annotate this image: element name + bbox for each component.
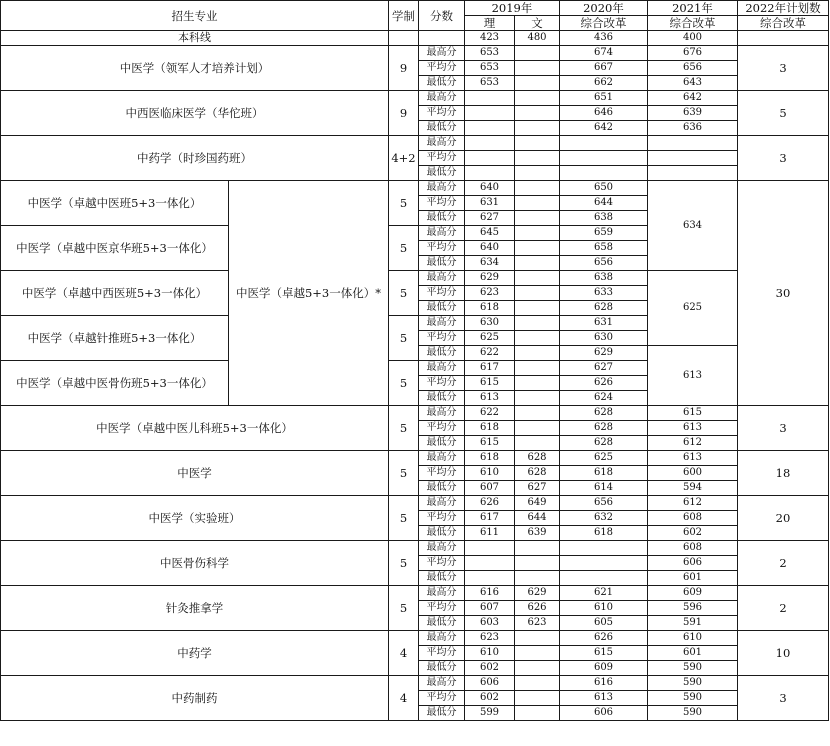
score-2019-sci: 613 <box>465 391 515 406</box>
merged-major-name: 中医学（卓越5+3一体化）* <box>229 181 389 406</box>
score-2019-arts <box>515 316 560 331</box>
score-type-label: 平均分 <box>419 106 465 121</box>
score-2020: 616 <box>560 676 648 691</box>
score-2020: 651 <box>560 91 648 106</box>
score-2019-arts <box>515 676 560 691</box>
score-2021: 606 <box>648 556 738 571</box>
table-row <box>1 136 829 151</box>
table-row <box>1 586 829 601</box>
score-2021 <box>648 151 738 166</box>
score-2020: 626 <box>560 376 648 391</box>
score-2021: 590 <box>648 676 738 691</box>
score-2019-sci: 615 <box>465 376 515 391</box>
score-2019-sci: 610 <box>465 466 515 481</box>
major-name: 中医学（卓越中医骨伤班5+3一体化） <box>1 361 229 406</box>
score-2019-arts <box>515 661 560 676</box>
score-type-label: 平均分 <box>419 241 465 256</box>
major-name: 中医学（卓越中西医班5+3一体化） <box>1 271 229 316</box>
baseline-empty <box>419 31 465 46</box>
header-2020: 2020年 <box>560 1 648 16</box>
plan-count: 3 <box>738 676 829 721</box>
table-row <box>1 181 829 196</box>
score-2021: 612 <box>648 496 738 511</box>
score-2019-sci: 599 <box>465 706 515 721</box>
score-2021: 596 <box>648 601 738 616</box>
score-2019-arts <box>515 646 560 661</box>
score-type-label: 最高分 <box>419 46 465 61</box>
score-2020: 605 <box>560 616 648 631</box>
major-name: 中医学（卓越中医儿科班5+3一体化） <box>1 406 389 451</box>
score-2019-sci <box>465 136 515 151</box>
score-2019-arts <box>515 301 560 316</box>
score-2021: 594 <box>648 481 738 496</box>
score-2019-arts: 626 <box>515 601 560 616</box>
score-2019-sci: 623 <box>465 286 515 301</box>
major-duration: 9 <box>389 46 419 91</box>
score-2021: 602 <box>648 526 738 541</box>
plan-count: 10 <box>738 631 829 676</box>
score-2021: 636 <box>648 121 738 136</box>
major-name: 中西医临床医学（华佗班） <box>1 91 389 136</box>
score-2019-arts <box>515 346 560 361</box>
header-plan-sub: 综合改革 <box>738 16 829 31</box>
score-2021: 642 <box>648 91 738 106</box>
score-2020: 628 <box>560 421 648 436</box>
major-duration: 4+2 <box>389 136 419 181</box>
score-2019-arts <box>515 106 560 121</box>
score-2020 <box>560 541 648 556</box>
major-name: 中医学（卓越中医京华班5+3一体化） <box>1 226 229 271</box>
score-2019-sci: 629 <box>465 271 515 286</box>
score-2019-sci: 618 <box>465 451 515 466</box>
header-duration: 学制 <box>389 1 419 31</box>
score-2021: 610 <box>648 631 738 646</box>
score-type-label: 平均分 <box>419 151 465 166</box>
score-type-label: 最高分 <box>419 181 465 196</box>
score-2019-arts <box>515 406 560 421</box>
score-2019-arts <box>515 271 560 286</box>
score-2020: 609 <box>560 661 648 676</box>
score-type-label: 最低分 <box>419 211 465 226</box>
score-2019-sci: 607 <box>465 481 515 496</box>
score-type-label: 最低分 <box>419 121 465 136</box>
score-2019-arts <box>515 706 560 721</box>
score-2020: 662 <box>560 76 648 91</box>
score-2020: 674 <box>560 46 648 61</box>
score-2019-sci: 617 <box>465 511 515 526</box>
score-2019-sci: 634 <box>465 256 515 271</box>
score-2019-arts <box>515 631 560 646</box>
score-2021: 656 <box>648 61 738 76</box>
plan-count: 18 <box>738 451 829 496</box>
score-2021: 608 <box>648 541 738 556</box>
score-type-label: 平均分 <box>419 511 465 526</box>
score-2020: 618 <box>560 466 648 481</box>
score-2019-arts <box>515 136 560 151</box>
score-2020 <box>560 151 648 166</box>
score-2019-arts <box>515 76 560 91</box>
table-row <box>1 406 829 421</box>
major-name: 中医学（卓越中医班5+3一体化） <box>1 181 229 226</box>
score-type-label: 最低分 <box>419 301 465 316</box>
score-2019-sci: 626 <box>465 496 515 511</box>
table-row <box>1 91 829 106</box>
score-2019-arts <box>515 361 560 376</box>
score-2020: 621 <box>560 586 648 601</box>
score-type-label: 最高分 <box>419 586 465 601</box>
score-2019-arts <box>515 286 560 301</box>
score-2021 <box>648 166 738 181</box>
score-2019-arts <box>515 196 560 211</box>
score-2019-arts <box>515 541 560 556</box>
score-type-label: 最高分 <box>419 451 465 466</box>
score-type-label: 最高分 <box>419 136 465 151</box>
score-2019-arts <box>515 61 560 76</box>
score-2021: 608 <box>648 511 738 526</box>
score-2019-arts <box>515 226 560 241</box>
score-2020: 629 <box>560 346 648 361</box>
score-type-label: 平均分 <box>419 601 465 616</box>
score-2019-sci <box>465 151 515 166</box>
plan-count: 3 <box>738 406 829 451</box>
major-duration: 5 <box>389 226 419 271</box>
score-2019-sci <box>465 91 515 106</box>
score-type-label: 最高分 <box>419 631 465 646</box>
major-duration: 5 <box>389 271 419 316</box>
score-2021: 643 <box>648 76 738 91</box>
major-name: 针灸推拿学 <box>1 586 389 631</box>
score-type-label: 最高分 <box>419 676 465 691</box>
major-duration: 5 <box>389 496 419 541</box>
major-name: 中医骨伤科学 <box>1 541 389 586</box>
score-2019-sci: 616 <box>465 586 515 601</box>
score-2020: 631 <box>560 316 648 331</box>
score-2020: 627 <box>560 361 648 376</box>
score-2019-sci <box>465 121 515 136</box>
score-2020: 638 <box>560 271 648 286</box>
header-major: 招生专业 <box>1 1 389 31</box>
score-2021: 601 <box>648 646 738 661</box>
score-type-label: 平均分 <box>419 331 465 346</box>
major-name: 中药制药 <box>1 676 389 721</box>
score-type-label: 最低分 <box>419 616 465 631</box>
merged-score-2021: 613 <box>648 346 738 406</box>
score-type-label: 最高分 <box>419 316 465 331</box>
score-2021: 590 <box>648 661 738 676</box>
plan-count: 20 <box>738 496 829 541</box>
score-type-label: 最低分 <box>419 526 465 541</box>
score-type-label: 最高分 <box>419 496 465 511</box>
score-2019-arts <box>515 421 560 436</box>
baseline-empty <box>389 31 419 46</box>
score-2021: 601 <box>648 571 738 586</box>
major-name: 中医学（卓越针推班5+3一体化） <box>1 316 229 361</box>
score-2020: 613 <box>560 691 648 706</box>
header-2021: 2021年 <box>648 1 738 16</box>
score-2019-arts <box>515 121 560 136</box>
score-2021: 615 <box>648 406 738 421</box>
table-row <box>1 451 829 466</box>
score-2020: 658 <box>560 241 648 256</box>
header-plan: 2022年计划数 <box>738 1 829 16</box>
baseline-label: 本科线 <box>1 31 389 46</box>
plan-count: 3 <box>738 136 829 181</box>
score-2021 <box>648 136 738 151</box>
score-2019-arts: 649 <box>515 496 560 511</box>
baseline-row <box>1 31 829 46</box>
baseline-2020: 436 <box>560 31 648 46</box>
score-2019-arts <box>515 376 560 391</box>
score-type-label: 最低分 <box>419 706 465 721</box>
score-2020: 628 <box>560 301 648 316</box>
score-2020: 606 <box>560 706 648 721</box>
score-2020: 659 <box>560 226 648 241</box>
plan-count: 5 <box>738 91 829 136</box>
score-type-label: 平均分 <box>419 376 465 391</box>
score-2019-arts: 628 <box>515 451 560 466</box>
score-2019-sci: 615 <box>465 436 515 451</box>
score-2021: 600 <box>648 466 738 481</box>
score-2019-arts <box>515 691 560 706</box>
major-duration: 4 <box>389 631 419 676</box>
score-type-label: 最高分 <box>419 541 465 556</box>
score-2020: 646 <box>560 106 648 121</box>
score-type-label: 平均分 <box>419 421 465 436</box>
score-type-label: 平均分 <box>419 691 465 706</box>
major-name: 中药学（时珍国药班） <box>1 136 389 181</box>
header-2019: 2019年 <box>465 1 560 16</box>
score-type-label: 最低分 <box>419 436 465 451</box>
major-duration: 5 <box>389 316 419 361</box>
major-duration: 5 <box>389 406 419 451</box>
score-type-label: 最低分 <box>419 661 465 676</box>
table-row <box>1 271 829 286</box>
score-type-label: 平均分 <box>419 646 465 661</box>
plan-count: 2 <box>738 586 829 631</box>
score-2019-arts <box>515 151 560 166</box>
score-2020: 614 <box>560 481 648 496</box>
score-type-label: 最低分 <box>419 256 465 271</box>
score-2019-sci: 602 <box>465 691 515 706</box>
score-2019-sci: 653 <box>465 46 515 61</box>
major-duration: 9 <box>389 91 419 136</box>
score-type-label: 最高分 <box>419 406 465 421</box>
score-2019-sci: 622 <box>465 406 515 421</box>
score-2020: 656 <box>560 496 648 511</box>
score-2019-sci: 627 <box>465 211 515 226</box>
table-row <box>1 631 829 646</box>
plan-count: 3 <box>738 46 829 91</box>
baseline-2019-sci: 423 <box>465 31 515 46</box>
score-2019-sci: 618 <box>465 301 515 316</box>
score-2019-sci: 610 <box>465 646 515 661</box>
score-2019-sci: 653 <box>465 76 515 91</box>
score-2019-arts <box>515 181 560 196</box>
major-duration: 5 <box>389 586 419 631</box>
score-2020: 624 <box>560 391 648 406</box>
header-row-1 <box>1 1 829 16</box>
major-duration: 5 <box>389 451 419 496</box>
baseline-2021: 400 <box>648 31 738 46</box>
baseline-empty <box>738 31 829 46</box>
score-2019-sci: 631 <box>465 196 515 211</box>
score-2020: 638 <box>560 211 648 226</box>
merged-score-2021: 625 <box>648 271 738 346</box>
score-2021: 590 <box>648 691 738 706</box>
score-2019-sci: 625 <box>465 331 515 346</box>
score-type-label: 平均分 <box>419 286 465 301</box>
score-2019-sci: 607 <box>465 601 515 616</box>
major-duration: 5 <box>389 181 419 226</box>
score-2019-sci: 630 <box>465 316 515 331</box>
score-type-label: 最低分 <box>419 391 465 406</box>
header-2021-sub: 综合改革 <box>648 16 738 31</box>
score-2019-sci: 622 <box>465 346 515 361</box>
score-2021: 609 <box>648 586 738 601</box>
score-2020 <box>560 556 648 571</box>
score-2019-arts <box>515 46 560 61</box>
score-2020: 610 <box>560 601 648 616</box>
major-name: 中医学（领军人才培养计划） <box>1 46 389 91</box>
score-2020: 667 <box>560 61 648 76</box>
score-2019-sci <box>465 571 515 586</box>
score-2019-sci: 606 <box>465 676 515 691</box>
table-row <box>1 676 829 691</box>
score-2019-arts <box>515 556 560 571</box>
major-duration: 5 <box>389 541 419 586</box>
score-2020: 656 <box>560 256 648 271</box>
score-2020: 633 <box>560 286 648 301</box>
score-2019-sci: 623 <box>465 631 515 646</box>
score-2020: 650 <box>560 181 648 196</box>
score-2020: 644 <box>560 196 648 211</box>
plan-count: 2 <box>738 541 829 586</box>
score-2021: 590 <box>648 706 738 721</box>
major-duration: 5 <box>389 361 419 406</box>
header-2019-sci: 理 <box>465 16 515 31</box>
score-type-label: 平均分 <box>419 466 465 481</box>
score-2021: 676 <box>648 46 738 61</box>
merged-plan-count: 30 <box>738 181 829 406</box>
score-2019-arts <box>515 241 560 256</box>
score-2020: 642 <box>560 121 648 136</box>
score-2019-arts <box>515 211 560 226</box>
score-2020: 618 <box>560 526 648 541</box>
score-2019-sci: 611 <box>465 526 515 541</box>
score-2019-sci: 645 <box>465 226 515 241</box>
score-type-label: 最低分 <box>419 166 465 181</box>
score-2019-sci <box>465 556 515 571</box>
score-2019-arts <box>515 571 560 586</box>
score-2019-arts: 628 <box>515 466 560 481</box>
table-row <box>1 496 829 511</box>
score-type-label: 最高分 <box>419 271 465 286</box>
score-type-label: 平均分 <box>419 556 465 571</box>
score-type-label: 最低分 <box>419 481 465 496</box>
score-2019-arts: 623 <box>515 616 560 631</box>
score-2020: 632 <box>560 511 648 526</box>
header-score-type: 分数 <box>419 1 465 31</box>
score-type-label: 最高分 <box>419 226 465 241</box>
score-type-label: 最低分 <box>419 571 465 586</box>
score-2019-sci: 640 <box>465 181 515 196</box>
score-2021: 613 <box>648 451 738 466</box>
score-2019-sci: 640 <box>465 241 515 256</box>
score-2019-arts <box>515 256 560 271</box>
score-2021: 639 <box>648 106 738 121</box>
score-2019-arts: 644 <box>515 511 560 526</box>
score-2019-arts <box>515 91 560 106</box>
score-2020: 628 <box>560 406 648 421</box>
major-name: 中医学（实验班） <box>1 496 389 541</box>
score-2019-arts <box>515 436 560 451</box>
score-type-label: 最低分 <box>419 346 465 361</box>
table-row <box>1 46 829 61</box>
header-2020-sub: 综合改革 <box>560 16 648 31</box>
header-2019-arts: 文 <box>515 16 560 31</box>
baseline-2019-arts: 480 <box>515 31 560 46</box>
score-2019-arts: 639 <box>515 526 560 541</box>
score-2020: 625 <box>560 451 648 466</box>
score-2019-sci: 653 <box>465 61 515 76</box>
score-2021: 612 <box>648 436 738 451</box>
merged-score-2021: 634 <box>648 181 738 271</box>
score-type-label: 最高分 <box>419 361 465 376</box>
score-type-label: 平均分 <box>419 61 465 76</box>
score-2019-arts: 627 <box>515 481 560 496</box>
score-2019-sci <box>465 166 515 181</box>
score-type-label: 平均分 <box>419 196 465 211</box>
score-2019-arts <box>515 166 560 181</box>
score-2019-sci: 603 <box>465 616 515 631</box>
score-2020 <box>560 166 648 181</box>
score-2019-sci <box>465 541 515 556</box>
score-2019-arts: 629 <box>515 586 560 601</box>
score-2020 <box>560 571 648 586</box>
major-duration: 4 <box>389 676 419 721</box>
score-2019-arts <box>515 391 560 406</box>
major-name: 中医学 <box>1 451 389 496</box>
score-2019-sci: 618 <box>465 421 515 436</box>
score-2019-sci <box>465 106 515 121</box>
score-2019-sci: 617 <box>465 361 515 376</box>
table-row <box>1 541 829 556</box>
score-type-label: 最低分 <box>419 76 465 91</box>
score-2019-sci: 602 <box>465 661 515 676</box>
major-name: 中药学 <box>1 631 389 676</box>
score-2020: 630 <box>560 331 648 346</box>
score-2020: 628 <box>560 436 648 451</box>
score-2020: 615 <box>560 646 648 661</box>
score-2021: 613 <box>648 421 738 436</box>
score-2020: 626 <box>560 631 648 646</box>
score-2019-arts <box>515 331 560 346</box>
score-2020 <box>560 136 648 151</box>
score-type-label: 最高分 <box>419 91 465 106</box>
score-2021: 591 <box>648 616 738 631</box>
